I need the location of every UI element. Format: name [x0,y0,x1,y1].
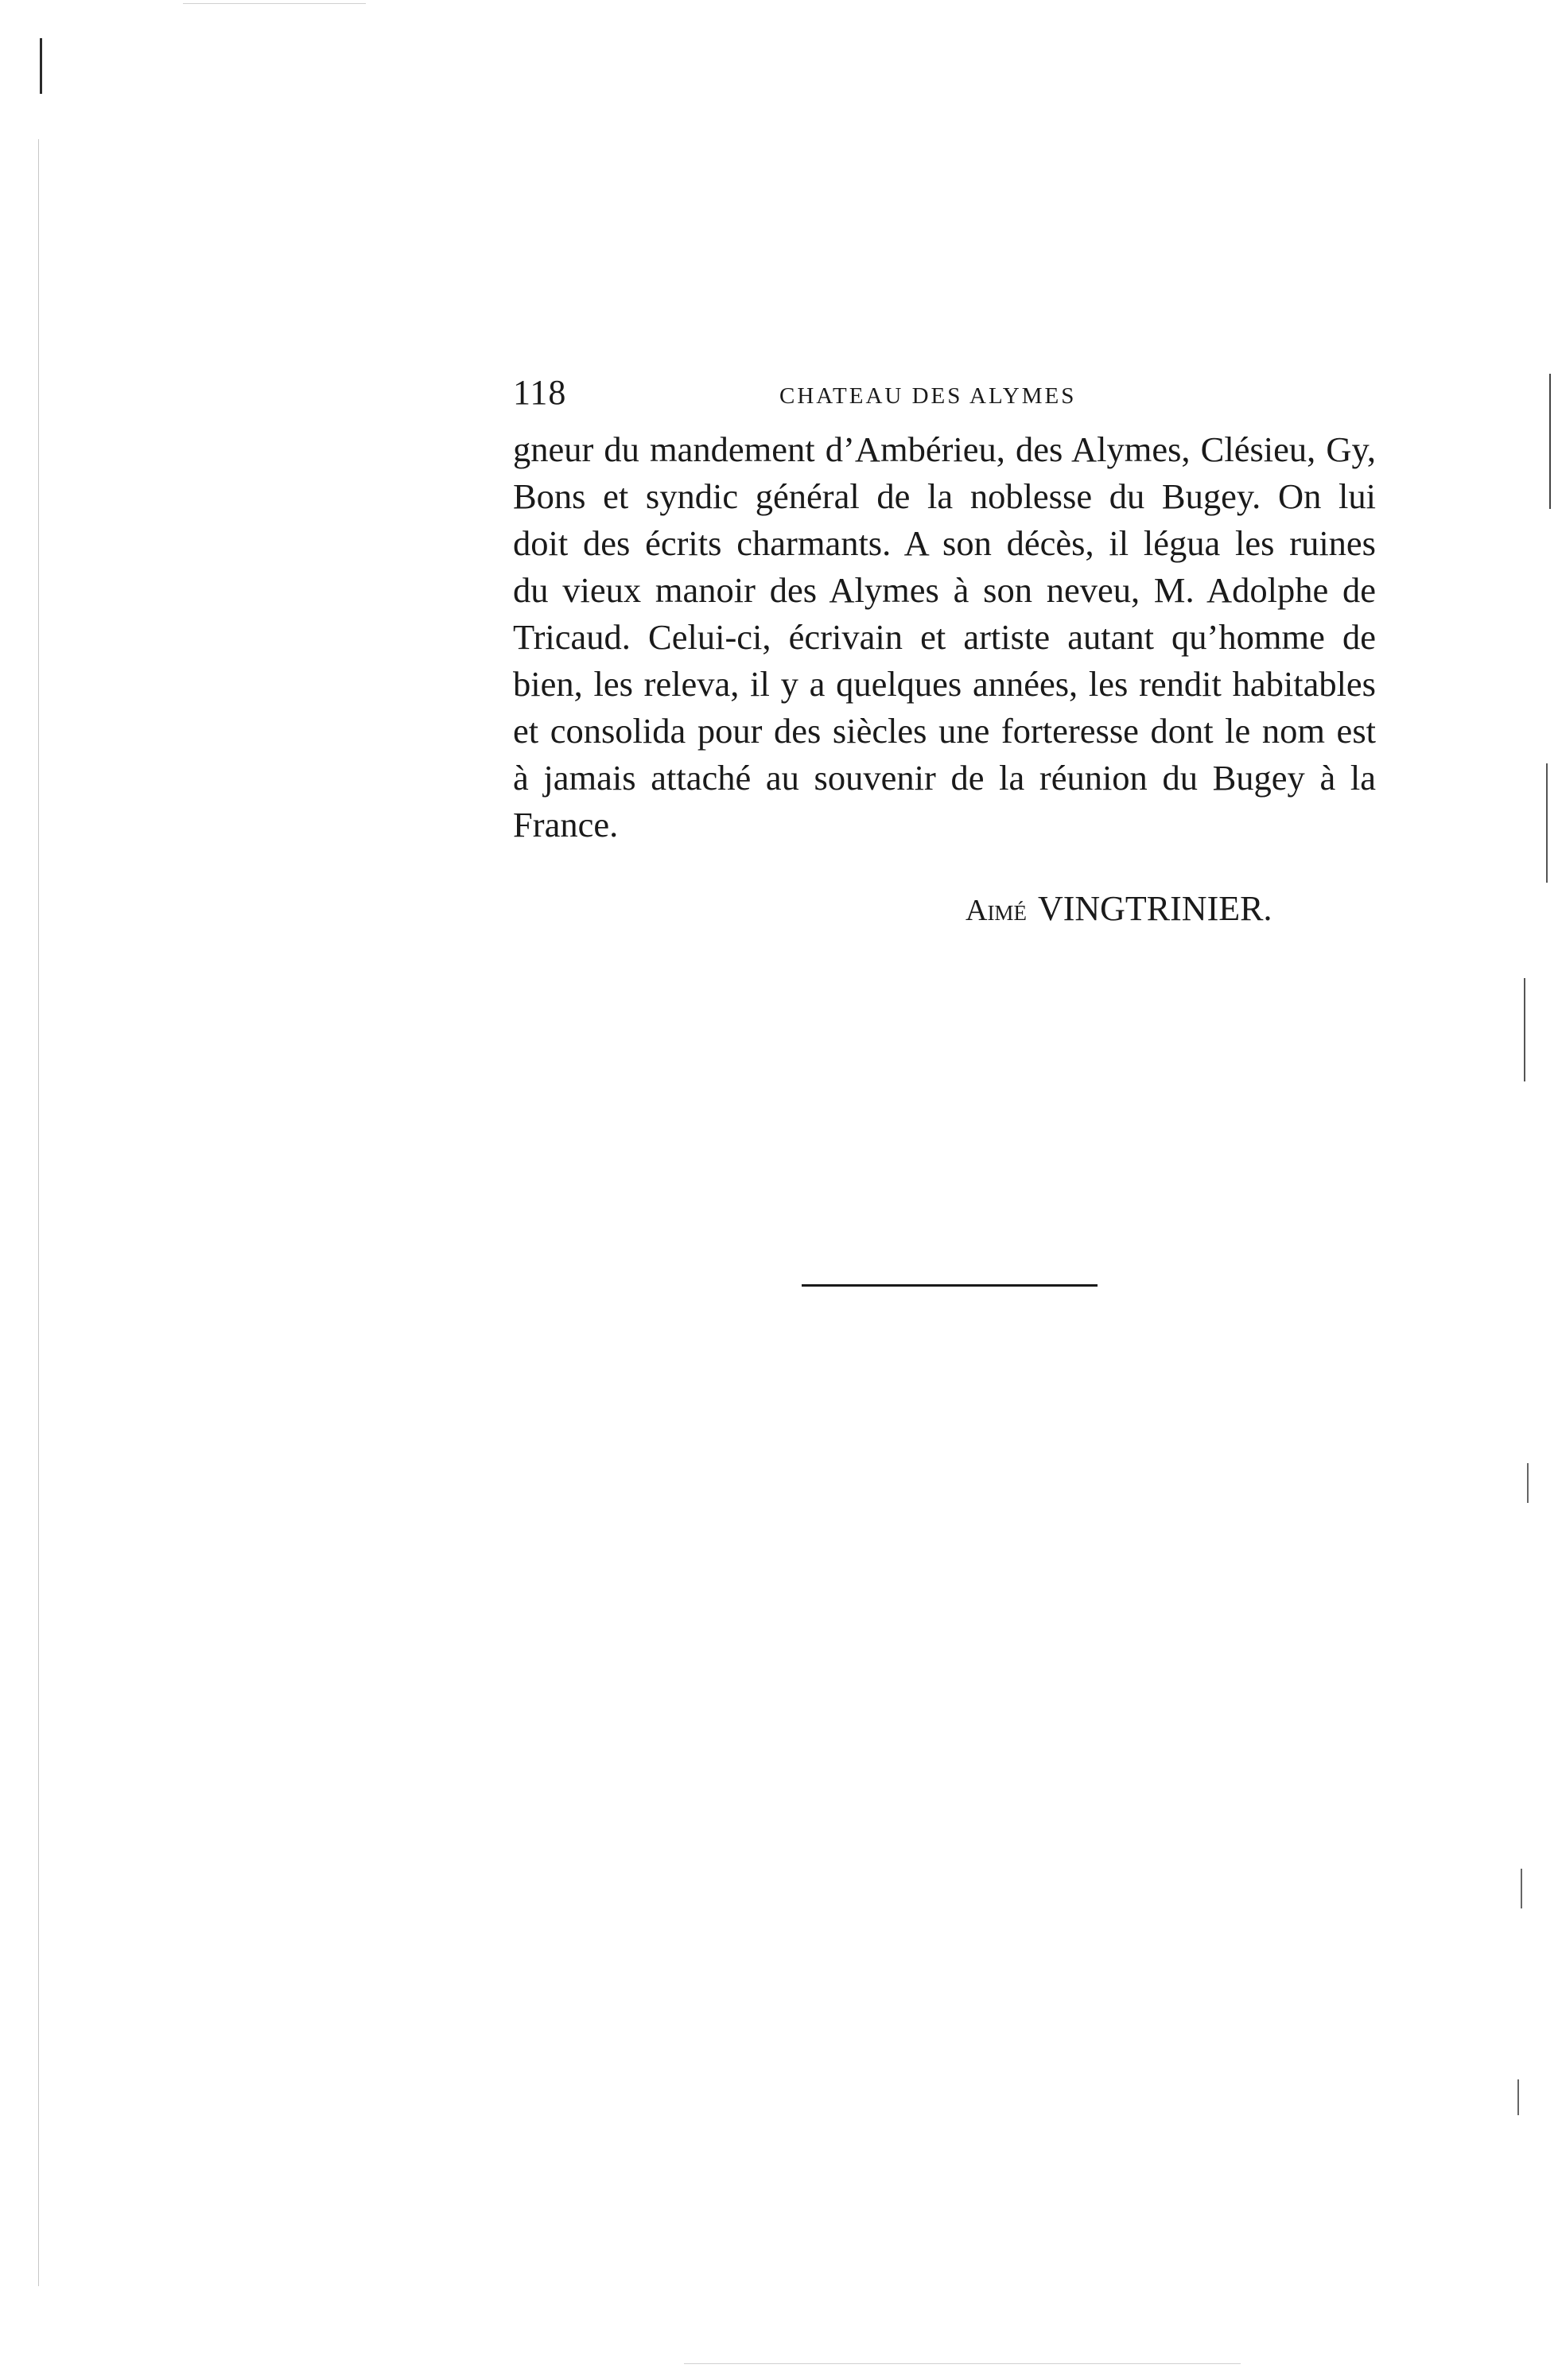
scan-edge-mark [684,2363,1241,2364]
scan-edge-mark [38,139,39,2286]
running-head [513,372,1376,420]
end-rule-divider [802,1284,1098,1287]
text-line: gneur du mandement d’Ambérieu, des Alymes, Clésieu, Gy, [513,429,1376,469]
text-line: et consolida pour des siècles une forteresse dont le nom est [513,711,1376,751]
author-last-name: VINGTRINIER. [1037,889,1272,928]
text-line: France. [513,805,619,844]
scan-edge-mark [1517,2079,1519,2115]
text-line: bien, les releva, il y a quelques années, les rendit habitables [513,664,1376,704]
author-signature [965,888,1272,929]
page-number: 118 [513,373,567,412]
scan-edge-mark [1527,1463,1529,1503]
scan-edge-mark [1546,763,1548,883]
scan-edge-mark [183,3,366,4]
scan-edge-mark [40,38,42,94]
scan-edge-mark [1521,1869,1522,1908]
scan-edge-mark [1549,374,1551,509]
text-line: doit des écrits charmants. A son décès, il légua les ruines [513,523,1376,563]
text-line: du vieux manoir des Alymes à son neveu, M. Adolphe de [513,570,1376,610]
scan-edge-mark [1524,978,1525,1081]
running-head-title: CHATEAU DES ALYMES [779,383,1077,409]
body-paragraph [513,426,1376,848]
text-line: à jamais attaché au souvenir de la réunion du Bugey à la [513,758,1376,798]
author-first-name: Aimé [965,894,1027,927]
text-line: Tricaud. Celui-ci, écrivain et artiste autant qu’homme de [513,617,1376,657]
text-line: Bons et syndic général de la noblesse du Bugey. On lui [513,476,1376,516]
